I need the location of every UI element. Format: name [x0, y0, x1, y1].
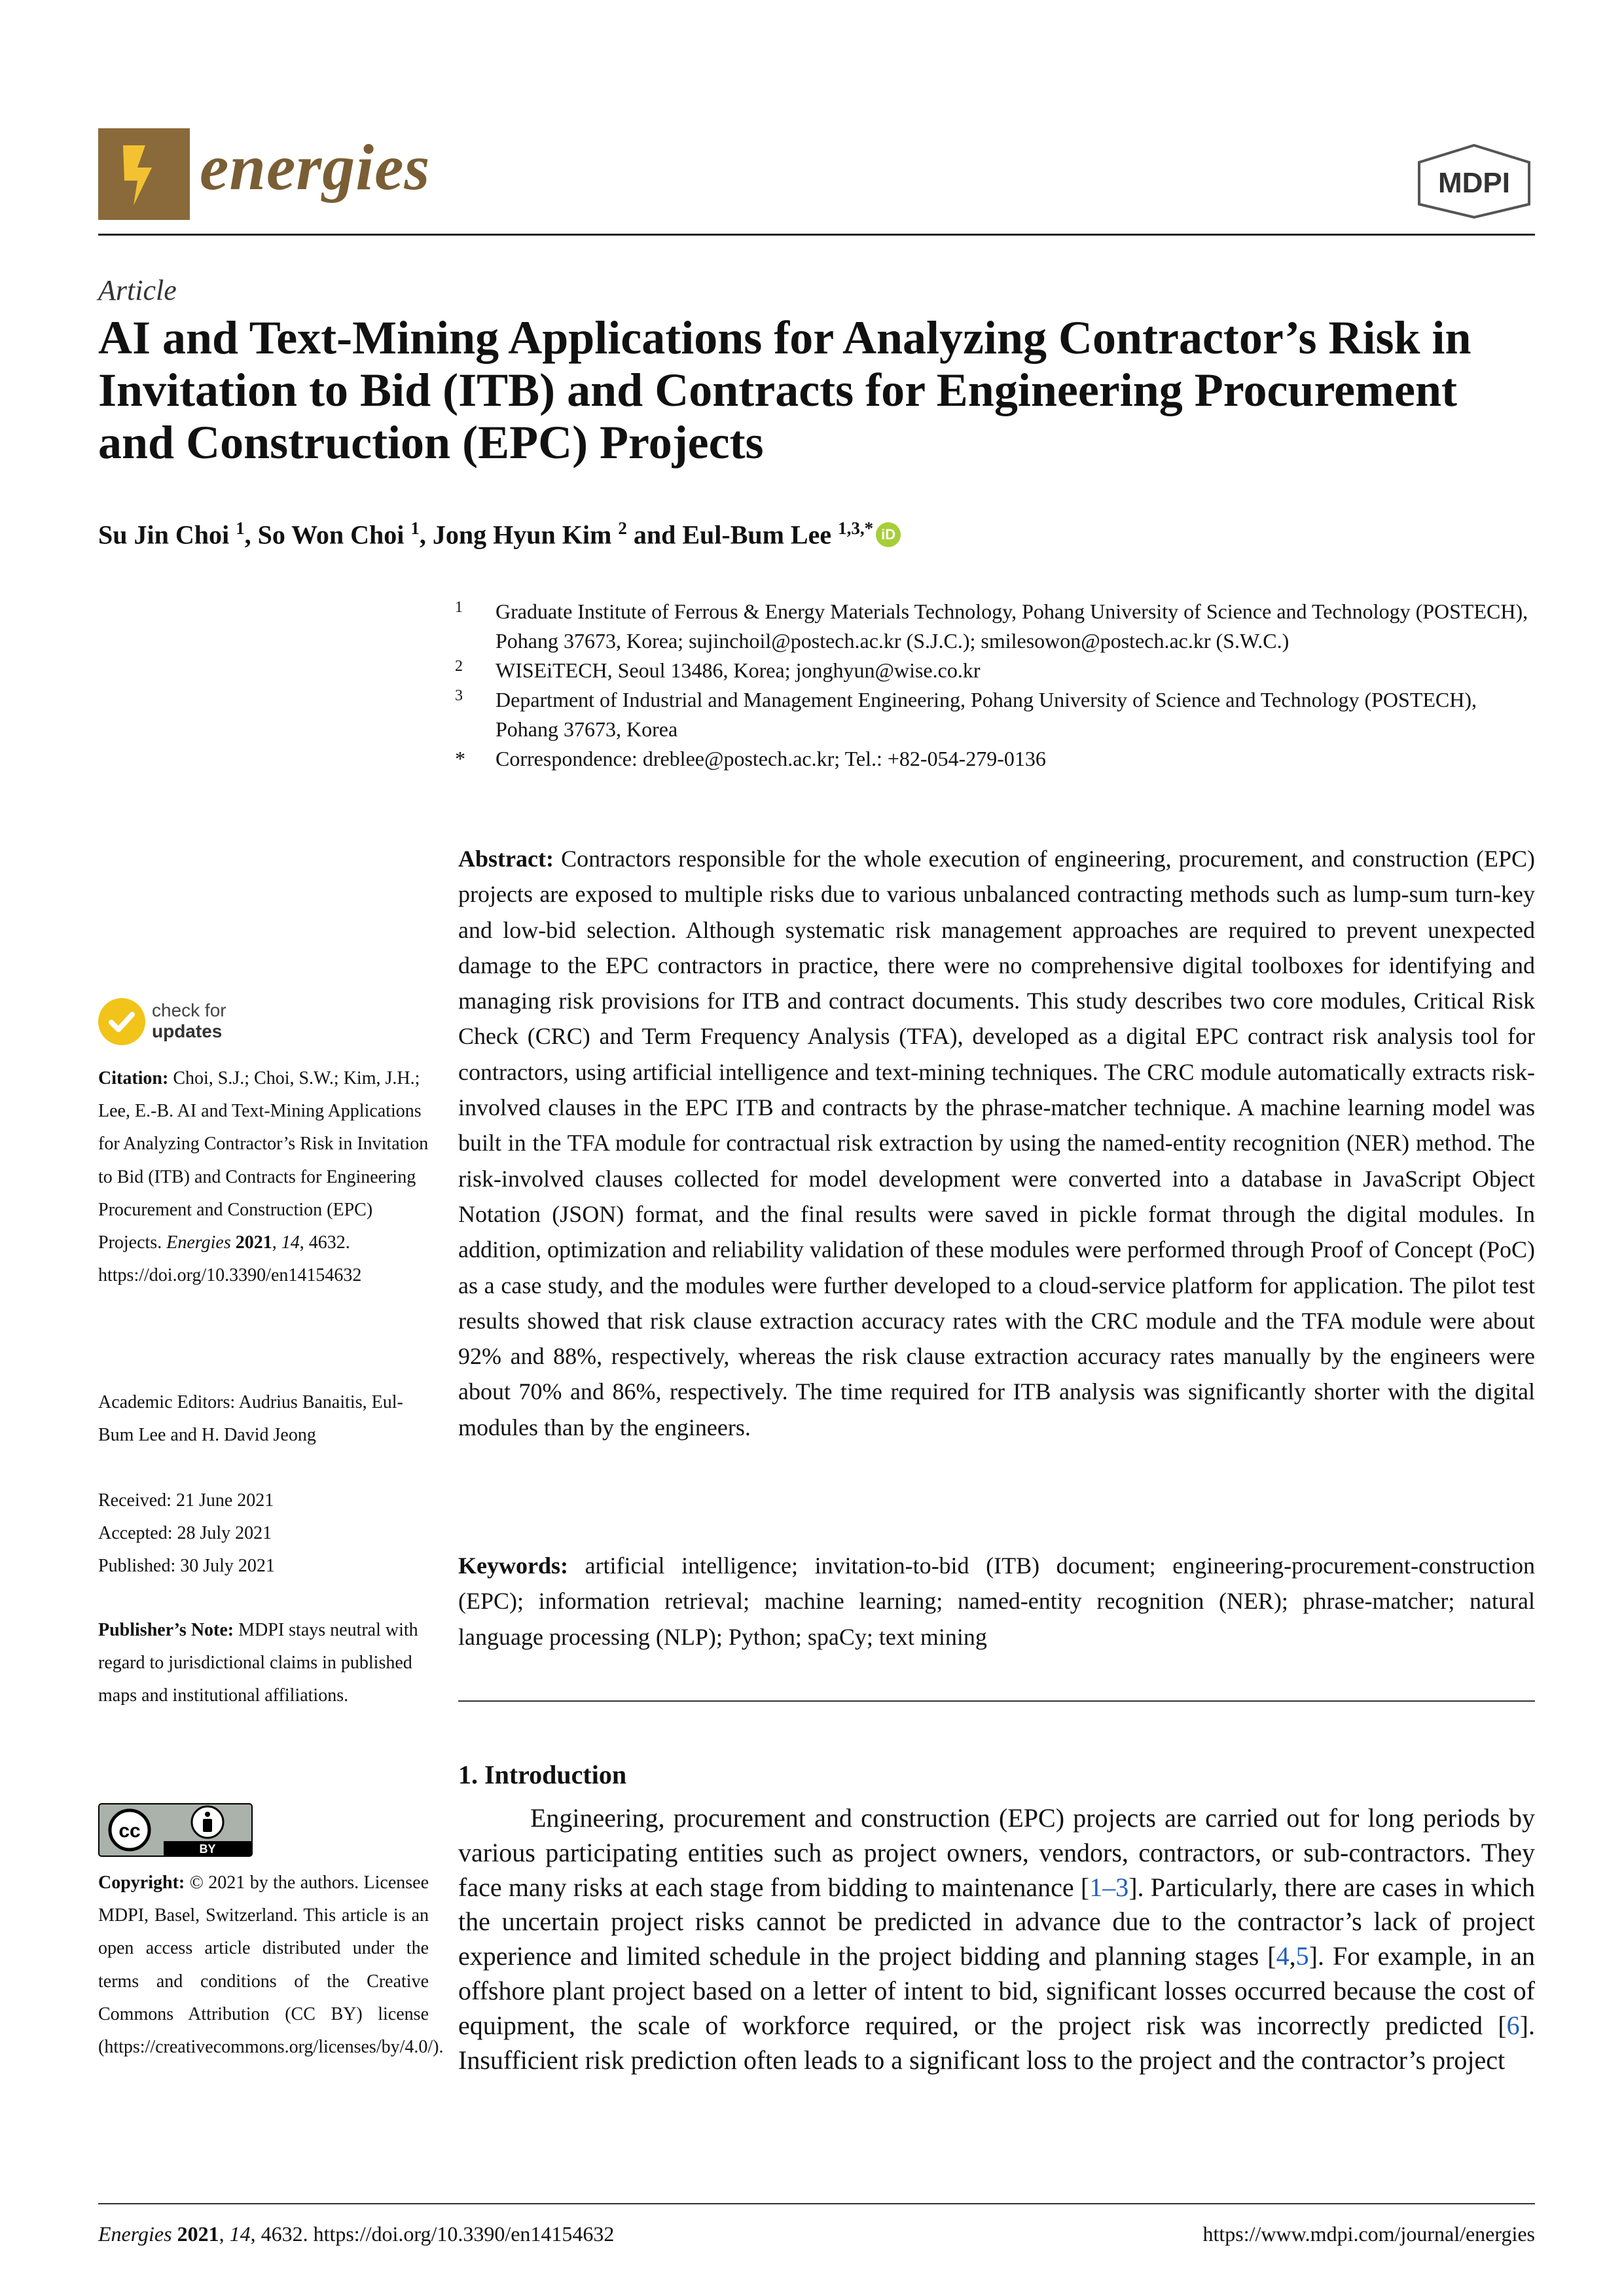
- intro-text-segment: ]. For example, in an offshore plant project based on a letter of intent to bid, significant losses occurred because the cost of equipment, the scale of workforce required, or the project risk was incorrectly predicted [: [458, 1941, 1535, 2040]
- citation-label: Citation:: [98, 1068, 169, 1088]
- published-date: Published: 30 July 2021: [98, 1556, 275, 1577]
- affiliation-item: [455, 744, 1535, 774]
- affiliation-text: WISEiTECH, Seoul 13486, Korea; jonghyun@wise.co.kr: [496, 658, 981, 682]
- author-affiliation-mark: 2: [618, 518, 627, 538]
- intro-text-segment: Engineering, procurement and construction (EPC) projects are carried out for long periods by various participating entities such as project owners, vendors, contractors, or sub-contractors. They face many risks at each stage from bidding to maintenance [: [458, 1803, 1535, 1902]
- introduction-text: [458, 1801, 1535, 2077]
- keywords-label: Keywords:: [458, 1552, 568, 1579]
- article-type: Article: [98, 274, 177, 306]
- footer-year: 2021: [177, 2222, 219, 2246]
- affiliation-text: Graduate Institute of Ferrous & Energy Materials Technology, Pohang University of Science and Technology (POSTECH), Pohang 37673, Korea; sujinchoil@postech.ac.kr (S.J.C.); smilesowon@postech.ac.kr (S.W.C.): [496, 600, 1528, 653]
- copyright-label: Copyright:: [98, 1873, 185, 1893]
- footer-doi[interactable]: , 4632. https://doi.org/10.3390/en14154632: [250, 2222, 615, 2246]
- author-affiliation-mark: 1,3,*: [838, 518, 874, 538]
- affiliation-item: [455, 656, 1535, 685]
- affiliation-mark: 3: [455, 687, 463, 704]
- journal-name: energies: [200, 131, 431, 204]
- citation-doi: , 4632. https://doi.org/10.3390/en14154632: [98, 1232, 362, 1286]
- copyright-notice: [98, 1867, 444, 2064]
- reference-link[interactable]: 5: [1295, 1941, 1309, 1971]
- affiliation-text: Correspondence: dreblee@postech.ac.kr; Tel.: +82-054-279-0136: [496, 747, 1046, 770]
- paper-title: AI and Text-Mining Applications for Analyzing Contractor’s Risk in Invitation to Bid (ITB) and Contracts for Engineering Procurement and Construction (EPC) Projects: [98, 312, 1471, 469]
- author-affiliation-mark: 1: [410, 518, 420, 538]
- publication-dates: [98, 1484, 429, 1583]
- affiliations: [455, 597, 1535, 774]
- abstract: [458, 841, 1535, 1445]
- cc-text: cc: [118, 1820, 141, 1842]
- citation-text: Choi, S.J.; Choi, S.W.; Kim, J.H.; Lee, E.-B. AI and Text-Mining Applications for Analyzing Contractor’s Risk in Invitation to Bid (ITB) and Contracts for Engineering Procurement and Construction (EPC) Projects.: [98, 1068, 429, 1253]
- keywords: [458, 1548, 1535, 1655]
- affiliation-mark: 2: [455, 658, 463, 675]
- mdpi-logo-text: MDPI: [1438, 167, 1510, 199]
- abstract-text: Contractors responsible for the whole execution of engineering, procurement, and construction (EPC) projects are exposed to multiple risks due to various unbalanced contracting methods such as lump-sum turn-key and low-bid selection. Although systematic risk management approaches are required to prevent unexpected damage to the EPC contractors in practice, there were no comprehensive digital toolboxes for identifying and managing risk provisions for ITB and contract documents. This study describes two core modules, Critical Risk Check (CRC) and Term Frequency Analysis (TFA), developed as a digital EPC contract risk analysis tool for contractors, using artificial intelligence and text-mining techniques. The CRC module automatically extracts risk-involved clauses in the EPC ITB and contracts by the phrase-matcher technique. A machine learning model was built in the TFA module for contractual risk extraction by using the named-entity recognition (NER) method. The risk-involved clauses collected for model development were converted into a database in JavaScript Object Notation (JSON) format, and the final results were saved in pickle format through the digital modules. In addition, optimization and reliability validation of these modules were performed through Proof of Concept (PoC) as a case study, and the modules were further developed to a cloud-service platform for application. The pilot test results showed that risk clause extraction accuracy rates with the CRC module and the TFA module were about 92% and 88%, respectively, whereas the risk clause extraction accuracy rates manually by the engineers were about 70% and 86%, respectively. The time required for ITB analysis was significantly shorter with the digital modules than by the engineers.: [458, 846, 1535, 1441]
- citation-volume: 14: [281, 1232, 300, 1253]
- journal-logo-icon: [98, 128, 190, 220]
- publisher-note-label: Publisher’s Note:: [98, 1620, 234, 1640]
- publisher-note: [98, 1614, 429, 1713]
- cc-by-license-icon[interactable]: [98, 1803, 253, 1857]
- author-separator: ,: [419, 520, 433, 550]
- citation: Citation: Choi, S.J.; Choi, S.W.; Kim, J.H.; Lee, E.-B. AI and Text-Mining Applications for Analyzing Contractor’s Risk in Invitation to Bid (ITB) and Contracts for Engineering Procurement and Construction (EPC) Projects. Energies 2021, 14, 4632. https://doi.org/10.3390/en14154632: [98, 1068, 429, 1286]
- affiliation-item: [455, 685, 1535, 744]
- footer-volume: 14: [229, 2222, 251, 2246]
- author-affiliation-mark: 1: [236, 518, 245, 538]
- footer-journal: Energies: [98, 2222, 172, 2246]
- reference-link[interactable]: 4: [1276, 1941, 1290, 1971]
- check-updates-line1: check for: [152, 1000, 226, 1020]
- intro-text-segment: ]. Particularly, there are cases in which the uncertain project risks cannot be predicted in advance due to the contractor’s lack of project experience and limited schedule in the project bidding and planning stages [: [458, 1872, 1535, 1971]
- footer-journal-url[interactable]: https://www.mdpi.com/journal/energies: [1202, 2222, 1535, 2246]
- mdpi-logo-icon: [1414, 143, 1535, 220]
- copyright-text: © 2021 by the authors. Licensee MDPI, Basel, Switzerland. This article is an open access article distributed under the terms and conditions of the Creative Commons Attribution (CC BY) license (https://creativecommons.org/licenses/by/4.0/).: [98, 1873, 444, 2058]
- author-name: Su Jin Choi: [98, 520, 230, 550]
- intro-text-segment: ]. Insufficient risk prediction often leads to a significant loss to the project and the contractor’s project: [458, 2010, 1535, 2075]
- academic-editors: Academic Editors: Audrius Banaitis, Eul-Bum Lee and H. David Jeong: [98, 1392, 403, 1446]
- author-name: So Won Choi: [257, 520, 405, 550]
- check-updates-icon: [98, 998, 145, 1045]
- publisher-note-text: MDPI stays neutral with regard to jurisdictional claims in published maps and institutional affiliations.: [98, 1620, 418, 1706]
- citation-year: 2021: [235, 1232, 272, 1253]
- author-list: [98, 512, 901, 551]
- author-name: Jong Hyun Kim: [432, 520, 612, 550]
- reference-link[interactable]: 6: [1506, 2010, 1520, 2040]
- author-separator: and: [626, 520, 683, 550]
- affiliation-text: Department of Industrial and Management Engineering, Pohang University of Science and Technology (POSTECH), Pohang 37673, Korea: [496, 688, 1477, 741]
- received-date: Received: 21 June 2021: [98, 1490, 274, 1511]
- footer-rule: [98, 2203, 1535, 2204]
- reference-link[interactable]: 1–3: [1089, 1872, 1129, 1902]
- orcid-icon[interactable]: iD: [876, 522, 901, 547]
- check-for-updates-badge[interactable]: [98, 998, 255, 1045]
- header-rule: [98, 234, 1535, 236]
- citation-journal: Energies: [166, 1232, 231, 1253]
- accepted-date: Accepted: 28 July 2021: [98, 1523, 272, 1544]
- by-text: BY: [199, 1842, 216, 1856]
- author-separator: ,: [244, 520, 258, 550]
- intro-text-segment: ,: [1289, 1941, 1296, 1971]
- section-rule: [458, 1700, 1535, 1702]
- affiliation-item: [455, 597, 1535, 656]
- author-name: Eul-Bum Lee: [682, 520, 832, 550]
- footer-citation: Energies 2021, 14, 4632. https://doi.org/10.3390/en14154632: [98, 2222, 615, 2246]
- check-updates-line2: updates: [152, 1021, 223, 1041]
- section-heading: 1. Introduction: [458, 1760, 627, 1789]
- affiliation-mark: *: [455, 747, 465, 770]
- abstract-label: Abstract:: [458, 846, 554, 872]
- keywords-text: artificial intelligence; invitation-to-bid (ITB) document; engineering-procurement-construction (EPC); information retrieval; machine learning; named-entity recognition (NER); phrase-matcher; natural language processing (NLP); Python; spaCy; text mining: [458, 1552, 1536, 1650]
- affiliation-mark: 1: [455, 599, 463, 616]
